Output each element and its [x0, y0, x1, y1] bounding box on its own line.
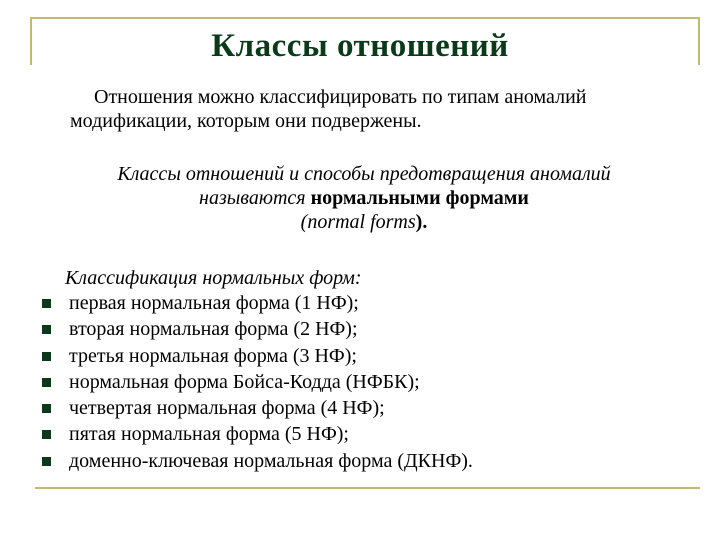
- definition-close: ).: [415, 211, 428, 233]
- list-item: [40, 316, 473, 342]
- frame-bottom-line: [35, 487, 700, 489]
- intro-paragraph: Отношения можно классифицировать по типам аномалий модификации, которым они подвержены.: [70, 86, 587, 132]
- square-bullet-icon: [42, 404, 51, 413]
- list-item-text: третья нормальная форма (3 НФ);: [69, 344, 357, 367]
- square-bullet-icon: [42, 325, 51, 334]
- slide-title: Классы отношений: [211, 28, 509, 64]
- list-heading: Классификация нормальных форм:: [65, 267, 362, 289]
- definition-text: Классы отношений и способы предотвращения аномалий называются: [117, 163, 611, 209]
- list-item: [40, 290, 473, 316]
- square-bullet-icon: [42, 299, 51, 308]
- definition-paragraph: [64, 162, 664, 234]
- list-item-text: вторая нормальная форма (2 НФ);: [69, 318, 358, 341]
- list-item-text: нормальная форма Бойса-Кодда (НФБК);: [69, 370, 420, 393]
- frame-top-line: [30, 17, 700, 19]
- list-item: [40, 421, 473, 447]
- list-item: [40, 343, 473, 369]
- definition-open-paren: (: [300, 211, 308, 233]
- list-item-text: четвертая нормальная форма (4 НФ);: [69, 397, 385, 420]
- square-bullet-icon: [42, 430, 51, 439]
- square-bullet-icon: [42, 457, 51, 466]
- definition-term: нормальными формами: [310, 187, 529, 209]
- list-item: [40, 369, 473, 395]
- list-item: [40, 395, 473, 421]
- definition-english-term: normal forms: [307, 211, 416, 233]
- square-bullet-icon: [42, 352, 51, 361]
- normal-forms-list: [40, 290, 473, 474]
- list-item: [40, 448, 473, 474]
- list-item-text: доменно-ключевая нормальная форма (ДКНФ).: [69, 449, 473, 472]
- list-item-text: первая нормальная форма (1 НФ);: [69, 292, 359, 314]
- square-bullet-icon: [42, 378, 51, 387]
- list-item-text: пятая нормальная форма (5 НФ);: [69, 423, 349, 446]
